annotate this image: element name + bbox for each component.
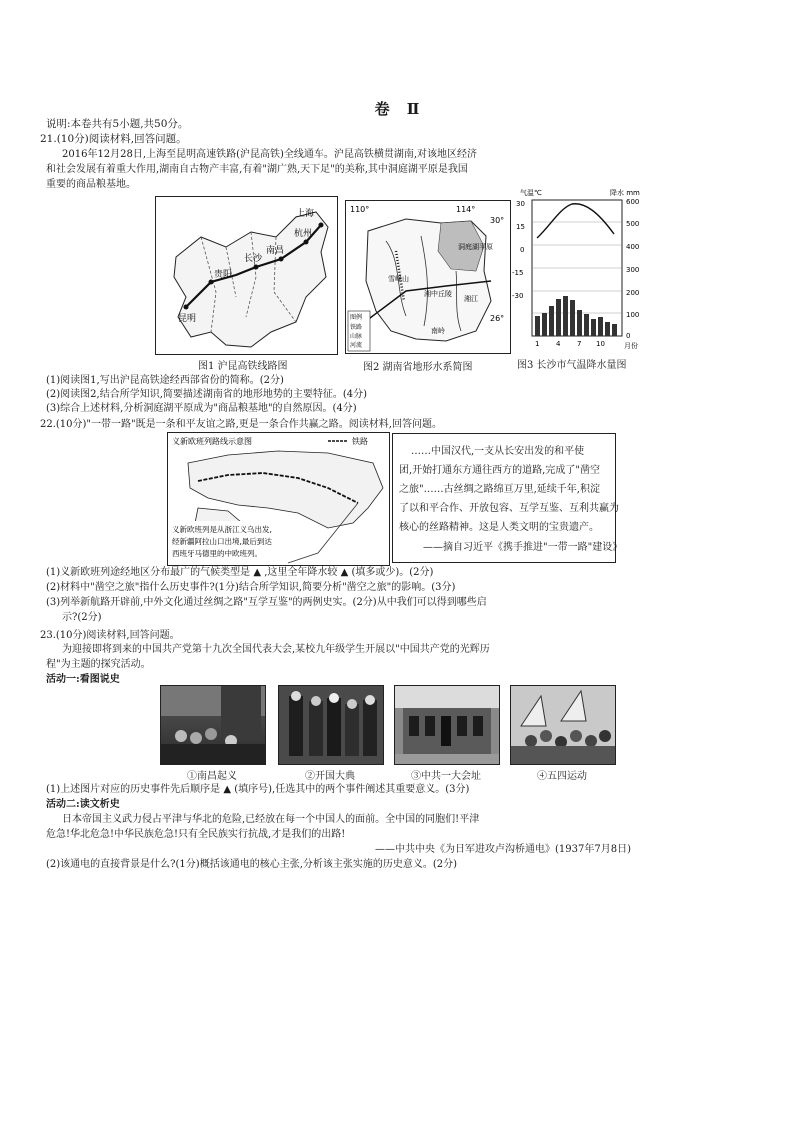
- rain-bar: [605, 322, 610, 336]
- figure-3-climate-chart: [510, 186, 650, 354]
- longitude-label: 114°: [456, 205, 476, 214]
- q22-sub-question: (1)义新欧班列途经地区分布最广的气候类型是 ▲ ,这里全年降水较 ▲ (填多或少)。(2分): [46, 567, 434, 578]
- rain-bar: [535, 316, 540, 336]
- rain-bar: [556, 299, 561, 336]
- photo-caption: ②开国大典: [305, 771, 355, 782]
- q22-sub-question: (3)列举新航路开辟前,中外文化通过丝绸之路"互学互鉴"的两例史实。(2分)从中我们可以得到哪些启: [46, 597, 487, 608]
- activity-1-heading: 活动一:看图说史: [46, 674, 120, 685]
- rain-bar: [591, 319, 596, 336]
- q22-stem: 22.(10分)"一带一路"既是一条和平友谊之路,更是一条合作共赢之路。阅读材料,回答问题。: [40, 419, 442, 430]
- map-label: 长沙: [244, 254, 263, 264]
- railway-map-graphic: [156, 197, 337, 354]
- q21-sub-question: (1)阅读图1,写出沪昆高铁途经西部省份的简称。(2分): [46, 375, 284, 386]
- month-axis-title: 月份: [624, 342, 638, 350]
- activity-2-heading: 活动二:读文析史: [46, 799, 120, 810]
- quote-line: ……中国汉代,一支从长安出发的和平使: [411, 446, 585, 457]
- month-tick: 7: [577, 340, 582, 348]
- q21-para: 重要的商品粮基地。: [46, 179, 136, 190]
- legend-railway: 铁路: [352, 437, 368, 446]
- rain-tick: 100: [626, 311, 640, 319]
- q21-para: 和社会发展有着重大作用,湖南自古物产丰富,有着"湖广熟,天下足"的美称,其中洞庭湖平原是我国: [46, 164, 468, 175]
- map-label: 雪峰山: [388, 275, 409, 283]
- temp-tick: 30: [516, 200, 525, 208]
- photo-nanchang-uprising: [160, 685, 266, 765]
- q21-sub-question: (2)阅读图2,结合所学知识,简要描述湖南省的地形地势的主要特征。(4分): [46, 389, 368, 400]
- route-map-graphic: [168, 433, 389, 565]
- map-label: 昆明: [178, 314, 197, 324]
- photo-caption: ③中共一大会址: [411, 771, 481, 782]
- rain-bar: [584, 314, 589, 336]
- railway-route-map: [167, 432, 390, 566]
- photo-founding-ceremony: [278, 685, 384, 765]
- rain-bar: [577, 310, 582, 336]
- photo-graphic: [511, 686, 615, 764]
- map-note: 义新欧班列是从浙江义乌出发,: [172, 525, 272, 534]
- map-label: 湘江: [464, 295, 478, 303]
- q21-sub-question: (3)综合上述材料,分析洞庭湖平原成为"商品粮基地"的自然原因。(4分): [46, 403, 357, 414]
- instructions: 说明:本卷共有5小题,共50分。: [46, 118, 189, 130]
- climate-chart-graphic: [510, 186, 650, 354]
- rain-tick: 600: [626, 198, 640, 206]
- q23-intro: 程"为主题的探究活动。: [46, 659, 151, 670]
- rain-bar: [570, 300, 575, 336]
- legend-item: 河流: [350, 342, 363, 349]
- rain-bar: [549, 306, 554, 336]
- photo-graphic: [279, 686, 383, 764]
- q23-sub-question: (2)该通电的直接背景是什么?(1分)概括该通电的核心主张,分析该主张实施的历史意义。(2分): [46, 859, 458, 870]
- route-map-title: 义新欧班列路线示意图: [172, 437, 252, 446]
- temp-tick: -30: [512, 292, 524, 300]
- longitude-label: 110°: [350, 205, 370, 214]
- rain-axis-title: 降水 mm: [610, 189, 640, 197]
- latitude-label: 26°: [490, 314, 505, 323]
- quote-source: ——摘自习近平《携手推进"一带一路"建设》: [423, 542, 623, 553]
- map-label: 贵阳: [214, 270, 233, 280]
- map-label: 杭州: [294, 229, 313, 239]
- legend-item: 山脉: [350, 333, 363, 340]
- map-label: 南岭: [431, 327, 445, 335]
- rain-tick: 200: [626, 289, 640, 297]
- q21-stem: 21.(10分)阅读材料,回答问题。: [40, 133, 187, 145]
- map-label: 上海: [296, 209, 315, 219]
- rain-bar: [612, 324, 617, 336]
- rain-tick: 0: [626, 332, 631, 340]
- month-tick: 10: [596, 340, 605, 348]
- temp-tick: 0: [520, 246, 525, 254]
- temp-axis-title: 气温℃: [520, 189, 542, 197]
- rain-bar: [563, 296, 568, 336]
- photo-graphic: [395, 686, 499, 764]
- quote-line: 之旅"……古丝绸之路绵亘万里,延续千年,积淀: [399, 484, 600, 495]
- terrain-map-graphic: [346, 201, 510, 353]
- map-note: 西班牙马德里的中欧班列。: [172, 549, 262, 558]
- figure-2-caption: 图2 湖南省地形水系简图: [363, 362, 473, 373]
- photo-first-congress-site: [394, 685, 500, 765]
- rain-bar: [542, 313, 547, 336]
- q22-sub-question: (2)材料中"凿空之旅"指什么历史事件?(1分)结合所学知识,简要分析"凿空之旅"的影响。(3分): [46, 582, 456, 593]
- rain-tick: 400: [626, 243, 640, 251]
- q23-stem: 23.(10分)阅读材料,回答问题。: [40, 630, 180, 641]
- page-title: 卷 Ⅱ: [374, 100, 426, 118]
- latitude-label: 30°: [490, 216, 505, 225]
- figure-3-caption: 图3 长沙市气温降水量图: [517, 360, 627, 371]
- photo-graphic: [161, 686, 265, 764]
- q23-text: 日本帝国主义武力侵占平津与华北的危险,已经放在每一个中国人的面前。全中国的同胞们!平津: [62, 814, 480, 825]
- month-tick: 1: [535, 340, 540, 348]
- temp-tick: -15: [512, 269, 524, 277]
- q23-source: ——中共中央《为日军进攻卢沟桥通电》(1937年7月8日): [375, 844, 631, 855]
- q23-sub-question: (1)上述图片对应的历史事件先后顺序是 ▲ (填序号),任选其中的两个事件阐述其重要意义。(3分): [46, 784, 470, 795]
- photo-may-fourth-movement: [510, 685, 616, 765]
- quote-line: 了以和平合作、开放包容、互学互鉴、互利共赢为: [399, 503, 619, 514]
- map-note: 经新疆阿拉山口出境,最后到达: [172, 537, 272, 546]
- quote-line: 核心的丝路精神。这是人类文明的宝贵遗产。: [399, 522, 599, 533]
- photo-caption: ①南昌起义: [187, 771, 237, 782]
- figure-1-caption: 图1 沪昆高铁线路图: [198, 361, 288, 372]
- q23-text: 危急!华北危急!中华民族危急!只有全民族实行抗战,才是我们的出路!: [46, 829, 346, 840]
- quote-line: 团,开始打通东方通往西方的道路,完成了"凿空: [399, 465, 600, 476]
- photo-caption: ④五四运动: [537, 771, 587, 782]
- rain-tick: 500: [626, 220, 640, 228]
- quote-box: [392, 433, 623, 563]
- rain-bar: [598, 317, 603, 336]
- figure-2-terrain-map: [345, 200, 511, 354]
- month-tick: 4: [556, 340, 561, 348]
- temp-tick: 15: [516, 223, 525, 231]
- map-label: 洞庭湖平原: [458, 243, 493, 251]
- map-label: 湘中丘陵: [424, 290, 452, 298]
- legend-title: 图例: [350, 314, 363, 321]
- figure-1-railway-map: [155, 196, 338, 355]
- map-label: 南昌: [266, 246, 285, 256]
- q22-sub-question: 示?(2分): [62, 612, 102, 623]
- legend-item: 铁路: [350, 324, 363, 331]
- q21-para: 2016年12月28日,上海至昆明高速铁路(沪昆高铁)全线通车。沪昆高铁横贯湖南,对该地区经济: [62, 149, 478, 160]
- rain-tick: 300: [626, 266, 640, 274]
- q23-intro: 为迎接即将到来的中国共产党第十九次全国代表大会,某校九年级学生开展以"中国共产党的光辉历: [62, 644, 490, 655]
